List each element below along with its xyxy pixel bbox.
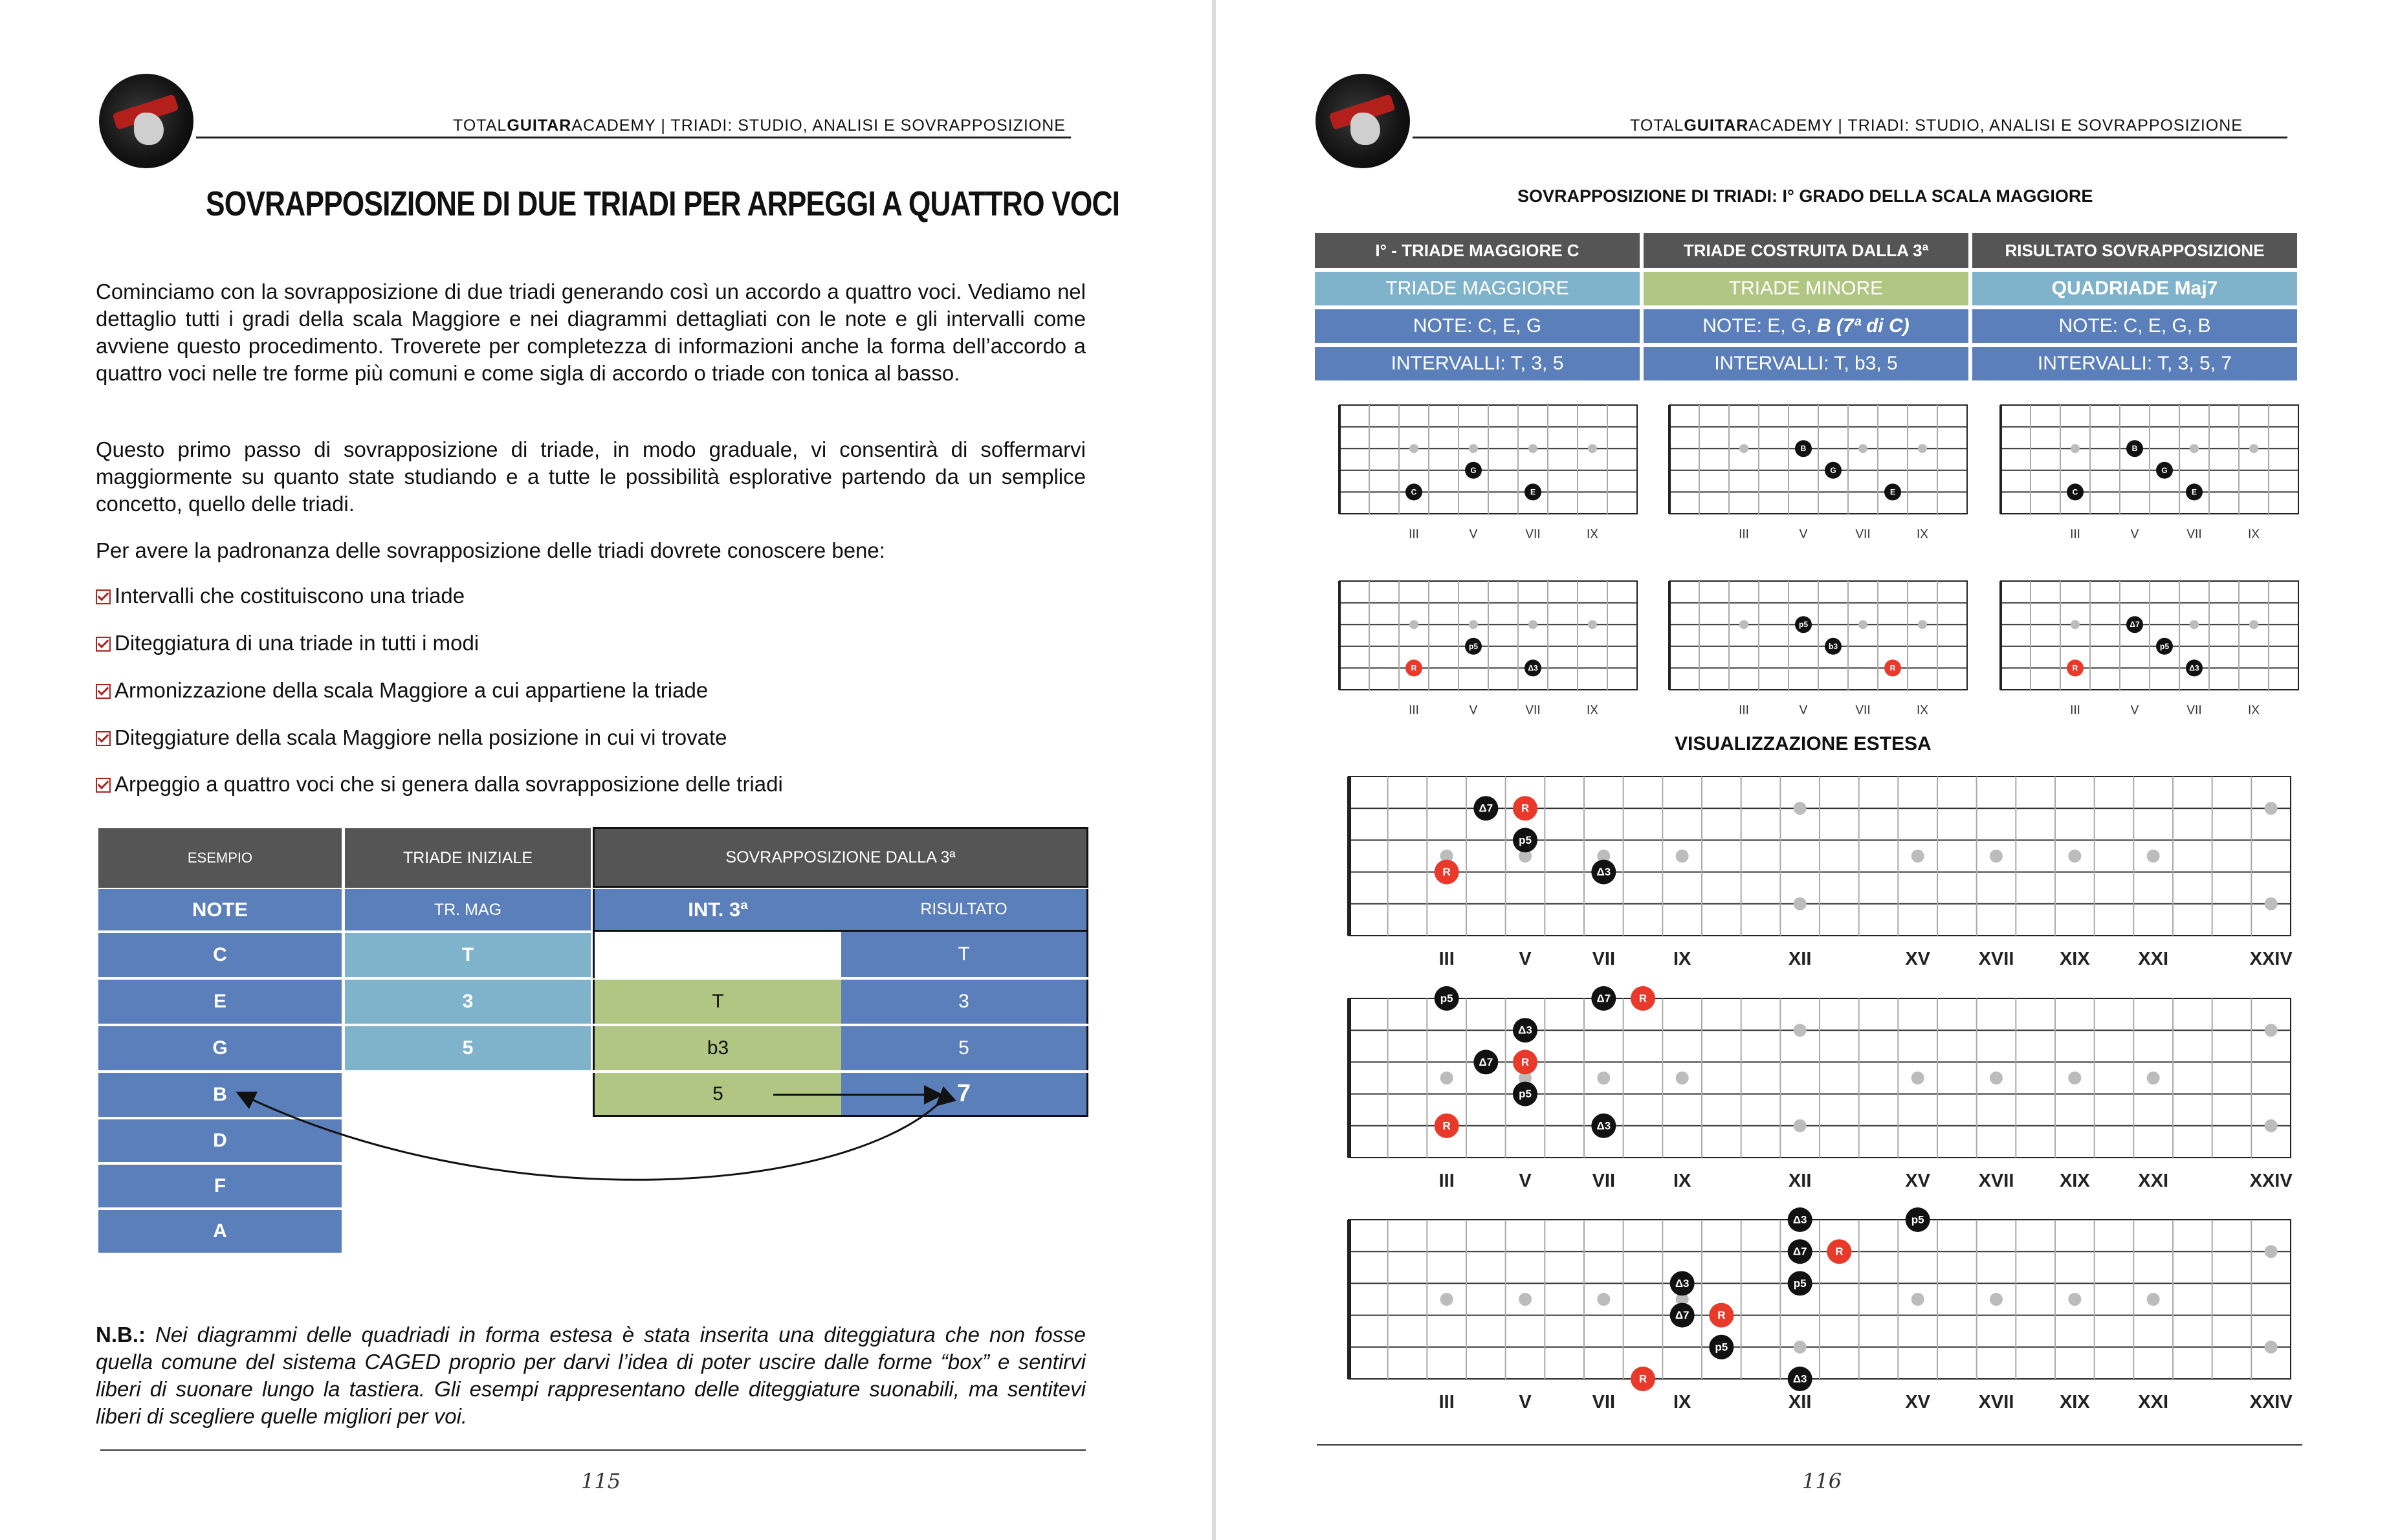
note-cell: E <box>98 980 342 1024</box>
page-title: SOVRAPPOSIZIONE DI DUE TRIADI PER ARPEGGI A QUATTRO VOCI <box>206 184 1120 223</box>
dot-label: R <box>1442 1119 1451 1132</box>
fret-number-label: XV <box>1905 1171 1931 1191</box>
fret-number-label: XII <box>1788 949 1812 969</box>
nb-note <box>96 1321 1086 1430</box>
triad-type: QUADRIADE Maj7 <box>1972 272 2297 305</box>
risultato-cell: T <box>841 932 1088 977</box>
risultato-cell: 3 <box>841 980 1088 1024</box>
fret-marker-dot <box>2265 1245 2278 1258</box>
nut <box>1338 581 1341 690</box>
fret-marker-dot <box>1528 620 1537 629</box>
fret-number-label: XVII <box>1978 949 2014 969</box>
dot-label: E <box>2191 487 2197 497</box>
dot-label: G <box>1830 465 1836 475</box>
dot-label: E <box>1889 487 1896 497</box>
dot-label: G <box>2161 465 2168 475</box>
dot-label: Δ3 <box>2189 663 2199 673</box>
dot-label: E <box>1530 487 1536 497</box>
fret-number-label: XVII <box>1978 1392 2014 1413</box>
fret-marker-dot <box>1739 444 1748 453</box>
fret-marker-dot <box>1519 1293 1532 1306</box>
intro-paragraph-2: Questo primo passo di sovrapposizione di triade, in modo graduale, vi consentirà di soffermarvi maggiormente su quanto state studiando e a tutte le possibilità esplorative partendo da un semplice concetto, quello delle triadi. <box>96 437 1086 516</box>
fret-number-label: IX <box>1917 703 1928 718</box>
fret-number-label: III <box>2070 703 2080 718</box>
fret-number-label: XXIV <box>2249 1392 2293 1413</box>
fret-marker-dot <box>1858 620 1867 629</box>
fret-number-label: XV <box>1905 1392 1931 1413</box>
triade-cell: T <box>345 933 591 977</box>
fretboard-diagrams <box>1217 0 2389 1424</box>
fret-marker-dot <box>1858 444 1867 453</box>
risultato-cell: 7 <box>841 1073 1088 1117</box>
fret-marker-dot <box>2249 620 2258 629</box>
fret-marker-dot <box>1676 1072 1689 1084</box>
fret-marker-dot <box>2147 1072 2160 1084</box>
fret-marker-dot <box>2190 444 2199 453</box>
summary-header: TRIADE COSTRUITA DALLA 3ª <box>1644 233 1968 268</box>
dot-label: p5 <box>1793 1277 1807 1290</box>
fret-number-label: XII <box>1788 1392 1812 1413</box>
page-number: 116 <box>1802 1469 1842 1493</box>
fret-number-label: V <box>1519 1171 1532 1191</box>
triad-notes: NOTE: C, E, G <box>1315 309 1640 343</box>
fret-marker-dot <box>1440 1072 1453 1084</box>
fret-marker-dot <box>1918 444 1927 453</box>
nut <box>1347 1220 1351 1379</box>
fret-marker-dot <box>1469 620 1478 629</box>
fret-number-label: VII <box>2186 527 2202 542</box>
dot-label: p5 <box>2159 641 2170 651</box>
fret-marker-dot <box>1440 1293 1453 1306</box>
fret-number-label: XIX <box>2059 949 2090 969</box>
dot-label: Δ7 <box>1479 1055 1493 1068</box>
fret-marker-dot <box>2265 1024 2278 1037</box>
summary-header: I° - TRIADE MAGGIORE C <box>1315 233 1640 268</box>
fret-marker-dot <box>2265 1119 2278 1132</box>
fret-marker-dot <box>2190 620 2199 629</box>
fret-marker-dot <box>1794 802 1807 815</box>
dot-label: R <box>1638 992 1647 1005</box>
nut <box>1999 581 2002 690</box>
fret-marker-dot <box>1588 444 1597 453</box>
dot-label: p5 <box>1911 1213 1924 1226</box>
dot-label: Δ3 <box>1792 1372 1807 1385</box>
fret-number-label: XII <box>1788 1171 1812 1191</box>
notes-emphasis: B (7ª di C) <box>1816 315 1910 336</box>
checklist-item: Armonizzazione della scala Maggiore a cui appartiene la triade <box>96 678 708 703</box>
fret-number-label: III <box>1409 703 1419 718</box>
checklist-item: Diteggiatura di una triade in tutti i modi <box>96 631 479 655</box>
checklist-item: Intervalli che costituiscono una triade <box>96 584 465 608</box>
dot-label: Δ3 <box>1528 663 1538 673</box>
fret-number-label: V <box>1519 1392 1532 1413</box>
nut <box>1668 581 1671 690</box>
note-cell: C <box>98 933 342 977</box>
dot-label: R <box>1411 663 1417 673</box>
fret-marker-dot <box>1990 1072 2003 1084</box>
footer-rule <box>1317 1444 2302 1446</box>
triade-cell: 5 <box>345 1026 591 1070</box>
fret-number-label: V <box>2130 527 2139 542</box>
triad-intervals: INTERVALLI: T, b3, 5 <box>1644 347 1968 380</box>
int3-cell: T <box>593 980 841 1024</box>
dot-label: Δ7 <box>1675 1309 1690 1322</box>
fret-number-label: VII <box>1592 1171 1616 1191</box>
fret-marker-dot <box>2071 620 2080 629</box>
checklist-item: Arpeggio a quattro voci che si genera dalla sovrapposizione delle triadi <box>96 772 783 797</box>
nut <box>1999 405 2002 514</box>
note-cell: D <box>98 1119 342 1162</box>
fret-number-label: IX <box>1673 1171 1691 1191</box>
fret-number-label: IX <box>2248 703 2260 718</box>
triad-type: TRIADE MAGGIORE <box>1315 272 1640 305</box>
triad-notes: NOTE: C, E, G, B <box>1972 309 2297 343</box>
fret-marker-dot <box>1918 620 1927 629</box>
dot-label: R <box>1638 1372 1647 1385</box>
risultato-cell: 5 <box>841 1026 1088 1070</box>
dot-label: R <box>1442 866 1451 879</box>
fret-marker-dot <box>1597 1072 1610 1084</box>
fret-number-label: VII <box>2186 703 2202 718</box>
fret-number-label: IX <box>1587 527 1598 542</box>
fret-marker-dot <box>1794 1024 1807 1037</box>
header-subtitle: | TRIADI: STUDIO, ANALISI E SOVRAPPOSIZIONE <box>1833 116 2243 135</box>
dot-label: p5 <box>1440 992 1453 1005</box>
intro-paragraph-3: Per avere la padronanza delle sovrapposizione delle triadi dovrete conoscere bene: <box>96 538 885 562</box>
fret-number-label: XIX <box>2059 1392 2090 1413</box>
arrow-overlay <box>0 0 1212 1294</box>
fret-number-label: VII <box>1592 949 1616 969</box>
header-triade-iniziale: TRIADE INIZIALE <box>345 828 591 888</box>
fret-marker-dot <box>1794 1119 1807 1132</box>
dot-label: Δ7 <box>1792 1245 1807 1258</box>
triad-intervals: INTERVALLI: T, 3, 5, 7 <box>1972 347 2297 380</box>
note-cell: G <box>98 1026 342 1070</box>
fret-marker-dot <box>2265 1341 2278 1354</box>
intro-paragraph-1: Cominciamo con la sovrapposizione di due triadi generando così un accordo a quattro voci. Vediamo nel dettaglio tutti i gradi della scala Maggiore e nei diagrammi dettagliati con le note e gli intervalli come avviene questo procedimento. Troverete per completezza di informazioni anche la forma dell’accordo a quattro voci nelle tre forme più comuni e come sigla di accordo o triade con tonica al basso. <box>96 280 1086 385</box>
fret-number-label: XXI <box>2138 1392 2169 1413</box>
fret-number-label: III <box>2070 527 2080 542</box>
fret-marker-dot <box>1794 897 1807 910</box>
dot-label: R <box>1521 802 1530 815</box>
fret-number-label: XIX <box>2059 1171 2090 1191</box>
dot-label: R <box>1521 1055 1530 1068</box>
nut <box>1668 405 1671 514</box>
header-sovrapposizione: SOVRAPPOSIZIONE DALLA 3ª <box>593 827 1088 888</box>
dot-label: Δ3 <box>1518 1024 1532 1037</box>
dot-label: p5 <box>1715 1341 1728 1354</box>
fret-marker-dot <box>2265 897 2278 910</box>
fret-marker-dot <box>1588 620 1597 629</box>
brand-post: ACADEMY <box>571 116 656 135</box>
dot-label: p5 <box>1519 833 1532 846</box>
dot-label: p5 <box>1468 641 1479 651</box>
fret-marker-dot <box>2068 1072 2081 1084</box>
dot-label: Δ7 <box>1596 992 1611 1005</box>
dot-label: Δ7 <box>2130 620 2140 630</box>
fret-number-label: VII <box>1525 527 1541 542</box>
dot-label: C <box>2072 487 2078 497</box>
dot-label: Δ3 <box>1596 1119 1611 1132</box>
fret-marker-dot <box>1528 444 1537 453</box>
fret-marker-dot <box>1409 444 1418 453</box>
dot-label: C <box>1411 487 1417 497</box>
dot-label: G <box>1470 465 1477 475</box>
fret-number-label: VII <box>1855 703 1871 718</box>
fret-marker-dot <box>1911 850 1924 863</box>
fret-number-label: V <box>1469 703 1478 718</box>
fret-number-label: XXI <box>2138 1171 2169 1191</box>
sub-note: NOTE <box>98 889 342 930</box>
triad-notes: NOTE: E, G, B (7ª di C) <box>1644 309 1968 343</box>
fret-number-label: III <box>1739 527 1749 542</box>
fret-number-label: III <box>1739 703 1749 718</box>
footer-rule <box>100 1449 1086 1451</box>
fret-number-label: IX <box>2248 527 2260 542</box>
nb-label: N.B.: <box>96 1323 146 1347</box>
dot-label: B <box>1800 444 1807 454</box>
brand-post: ACADEMY <box>1748 116 1833 135</box>
page-number: 115 <box>581 1469 621 1493</box>
section-subtitle: SOVRAPPOSIZIONE DI TRIADI: I° GRADO DELLA SCALA MAGGIORE <box>1517 186 2093 206</box>
fret-marker-dot <box>1911 1072 1924 1084</box>
dot-label: R <box>2072 663 2078 673</box>
triad-intervals: INTERVALLI: T, 3, 5 <box>1315 347 1640 380</box>
dot-label: Δ3 <box>1596 866 1611 879</box>
fret-marker-dot <box>1597 1293 1610 1306</box>
fret-marker-dot <box>1990 1293 2003 1306</box>
fret-marker-dot <box>2147 850 2160 863</box>
nut <box>1338 405 1341 514</box>
note-cell: F <box>98 1165 342 1207</box>
nut <box>1347 776 1351 936</box>
fret-number-label: V <box>1469 527 1478 542</box>
brand-pre: TOTAL <box>1630 116 1684 135</box>
sub-int3: INT. 3ª <box>593 889 841 932</box>
fret-marker-dot <box>2147 1293 2160 1306</box>
fret-marker-dot <box>1676 850 1689 863</box>
fret-marker-dot <box>2068 1293 2081 1306</box>
sub-trmag: TR. MAG <box>345 889 591 930</box>
brand-pre: TOTAL <box>453 116 507 135</box>
fret-number-label: III <box>1438 1171 1455 1191</box>
dot-label: B <box>2131 444 2138 454</box>
fret-number-label: IX <box>1673 1392 1691 1413</box>
fret-number-label: XXI <box>2138 949 2169 969</box>
summary-header: RISULTATO SOVRAPPOSIZIONE <box>1972 233 2297 268</box>
header-esempio: ESEMPIO <box>98 828 342 888</box>
fret-number-label: III <box>1438 949 1455 969</box>
fret-number-label: XV <box>1905 949 1931 969</box>
fret-marker-dot <box>1794 1341 1807 1354</box>
dot-label: p5 <box>1519 1088 1532 1101</box>
arrow-curve-b-to-7 <box>239 1094 938 1180</box>
fret-number-label: III <box>1438 1392 1455 1413</box>
fret-number-label: IX <box>1673 949 1691 969</box>
dot-label: b3 <box>1828 641 1838 651</box>
dot-label: R <box>1717 1309 1726 1322</box>
extended-title: VISUALIZZAZIONE ESTESA <box>1675 733 1932 754</box>
fret-marker-dot <box>1739 620 1748 629</box>
dot-label: R <box>1889 663 1896 673</box>
fret-number-label: V <box>1799 703 1808 718</box>
fret-number-label: IX <box>1587 703 1598 718</box>
fret-number-label: XXIV <box>2249 949 2293 969</box>
fret-marker-dot <box>1911 1293 1924 1306</box>
int3-cell: 5 <box>593 1073 841 1117</box>
note-cell: B <box>98 1073 342 1117</box>
dot-label: R <box>1835 1245 1844 1258</box>
fret-marker-dot <box>1469 444 1478 453</box>
header-subtitle: | TRIADI: STUDIO, ANALISI E SOVRAPPOSIZIONE <box>655 116 1066 135</box>
fret-marker-dot <box>2249 444 2258 453</box>
fret-marker-dot <box>2068 850 2081 863</box>
fret-number-label: IX <box>1917 527 1928 542</box>
fret-number-label: V <box>1519 949 1532 969</box>
dot-label: p5 <box>1798 620 1809 630</box>
right-page <box>1217 0 2389 1540</box>
fret-number-label: VII <box>1855 527 1871 542</box>
note-cell: A <box>98 1210 342 1253</box>
fret-number-label: V <box>2130 703 2139 718</box>
dot-label: Δ3 <box>1792 1213 1807 1226</box>
page-divider <box>1212 0 1216 1540</box>
fret-marker-dot <box>1409 620 1418 629</box>
fret-number-label: XVII <box>1978 1171 2014 1191</box>
brand-bold: GUITAR <box>1684 116 1749 135</box>
sub-risultato: RISULTATO <box>841 889 1088 932</box>
fret-number-label: V <box>1799 527 1808 542</box>
fret-marker-dot <box>2265 802 2278 815</box>
fret-number-label: XXIV <box>2249 1171 2293 1191</box>
fret-marker-dot <box>1990 850 2003 863</box>
nb-text: Nei diagrammi delle quadriadi in forma estesa è stata inserita una diteggiatura che non fosse quella comune del sistema CAGED proprio per darvi l’idea di poter uscire dalle forme “box” e sentirvi liberi di suonare lungo la tastiera. Gli esempi rappresentano delle diteggiature suonabili, ma sentitevi liberi di scegliere quelle migliori per voi. <box>96 1323 1086 1428</box>
brand-bold: GUITAR <box>507 116 572 135</box>
fret-number-label: III <box>1409 527 1419 542</box>
triad-type: TRIADE MINORE <box>1644 272 1968 305</box>
fret-marker-dot <box>2071 444 2080 453</box>
fret-number-label: VII <box>1525 703 1541 718</box>
checklist-item: Diteggiature della scala Maggiore nella posizione in cui vi trovate <box>96 725 727 750</box>
int3-cell: b3 <box>593 1026 841 1070</box>
nut <box>1347 998 1351 1158</box>
dot-label: Δ3 <box>1675 1277 1690 1290</box>
dot-label: Δ7 <box>1479 802 1493 815</box>
triade-cell: 3 <box>345 980 591 1024</box>
fret-number-label: VII <box>1592 1392 1616 1413</box>
